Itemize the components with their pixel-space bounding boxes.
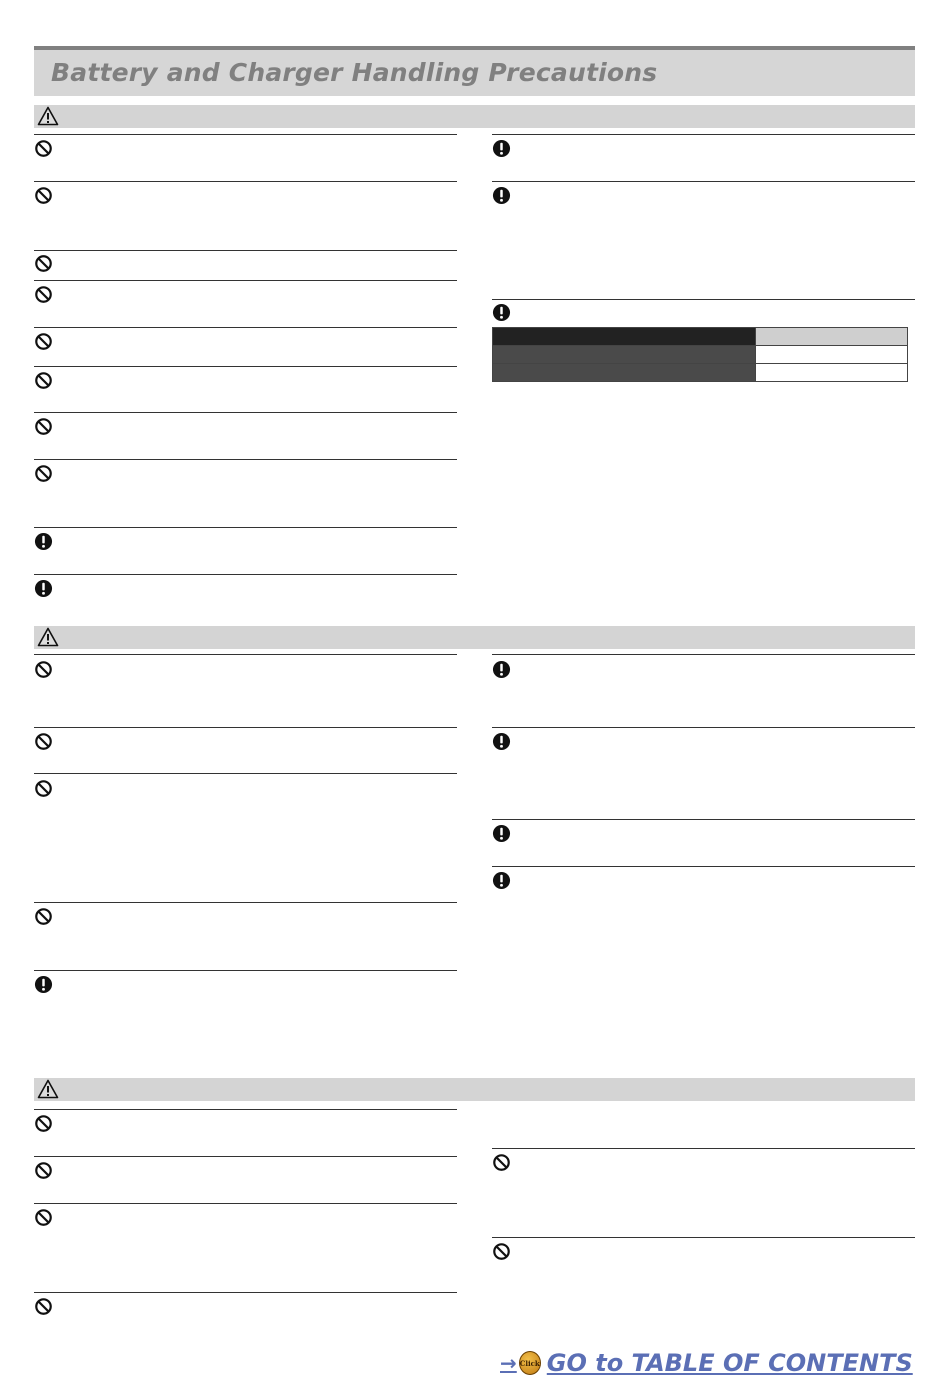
divider (492, 181, 915, 182)
divider (34, 773, 457, 774)
divider (34, 574, 457, 575)
prohibited-icon (34, 186, 53, 205)
prohibited-icon (34, 285, 53, 304)
table-cell (493, 364, 756, 382)
divider (34, 902, 457, 903)
table-cell (756, 346, 908, 364)
warning-triangle-icon (37, 106, 59, 126)
warning-triangle-icon (37, 627, 59, 647)
divider (34, 181, 457, 182)
divider (492, 299, 915, 300)
mandatory-exclamation-icon (492, 139, 511, 158)
divider (492, 1148, 915, 1149)
table-cell (756, 364, 908, 382)
mandatory-exclamation-icon (492, 732, 511, 751)
divider (492, 866, 915, 867)
divider (34, 134, 457, 135)
divider (492, 654, 915, 655)
mandatory-exclamation-icon (492, 186, 511, 205)
divider (34, 1203, 457, 1204)
mandatory-exclamation-icon (492, 303, 511, 322)
divider (34, 280, 457, 281)
divider (34, 412, 457, 413)
warning-section-header (34, 626, 915, 649)
divider (34, 366, 457, 367)
prohibited-icon (34, 464, 53, 483)
divider (34, 654, 457, 655)
warning-triangle-icon (37, 1079, 59, 1099)
prohibited-icon (34, 1208, 53, 1227)
divider (34, 327, 457, 328)
prohibited-icon (34, 417, 53, 436)
title-bar (34, 46, 915, 96)
prohibited-icon (34, 1161, 53, 1180)
toc-link-label[interactable]: GO to TABLE OF CONTENTS (546, 1349, 913, 1377)
divider (492, 819, 915, 820)
mandatory-exclamation-icon (492, 660, 511, 679)
table-cell (493, 328, 756, 346)
go-to-toc-link[interactable] (500, 1348, 912, 1378)
prohibited-icon (34, 1114, 53, 1133)
prohibited-icon (34, 139, 53, 158)
divider (34, 527, 457, 528)
divider (492, 727, 915, 728)
divider (492, 134, 915, 135)
mandatory-exclamation-icon (492, 871, 511, 890)
click-badge-icon[interactable]: Click (519, 1351, 541, 1375)
prohibited-icon (34, 732, 53, 751)
table-row (493, 328, 908, 346)
prohibited-icon (34, 660, 53, 679)
divider (34, 1109, 457, 1110)
divider (34, 1156, 457, 1157)
divider (34, 970, 457, 971)
spec-table (492, 327, 908, 382)
table-cell (493, 346, 756, 364)
mandatory-exclamation-icon (34, 975, 53, 994)
divider (492, 1237, 915, 1238)
table-row (493, 346, 908, 364)
prohibited-icon (492, 1153, 511, 1172)
arrow-right-icon: → (500, 1351, 517, 1375)
divider (34, 1292, 457, 1293)
danger-section-header (34, 105, 915, 128)
mandatory-exclamation-icon (34, 579, 53, 598)
mandatory-exclamation-icon (34, 532, 53, 551)
page-title: Battery and Charger Handling Precautions (51, 58, 658, 87)
prohibited-icon (492, 1242, 511, 1261)
divider (34, 727, 457, 728)
prohibited-icon (34, 907, 53, 926)
prohibited-icon (34, 1297, 53, 1316)
prohibited-icon (34, 254, 53, 273)
caution-section-header (34, 1078, 915, 1101)
divider (34, 250, 457, 251)
prohibited-icon (34, 779, 53, 798)
table-row (493, 364, 908, 382)
divider (34, 459, 457, 460)
table-cell (756, 328, 908, 346)
mandatory-exclamation-icon (492, 824, 511, 843)
prohibited-icon (34, 371, 53, 390)
prohibited-icon (34, 332, 53, 351)
